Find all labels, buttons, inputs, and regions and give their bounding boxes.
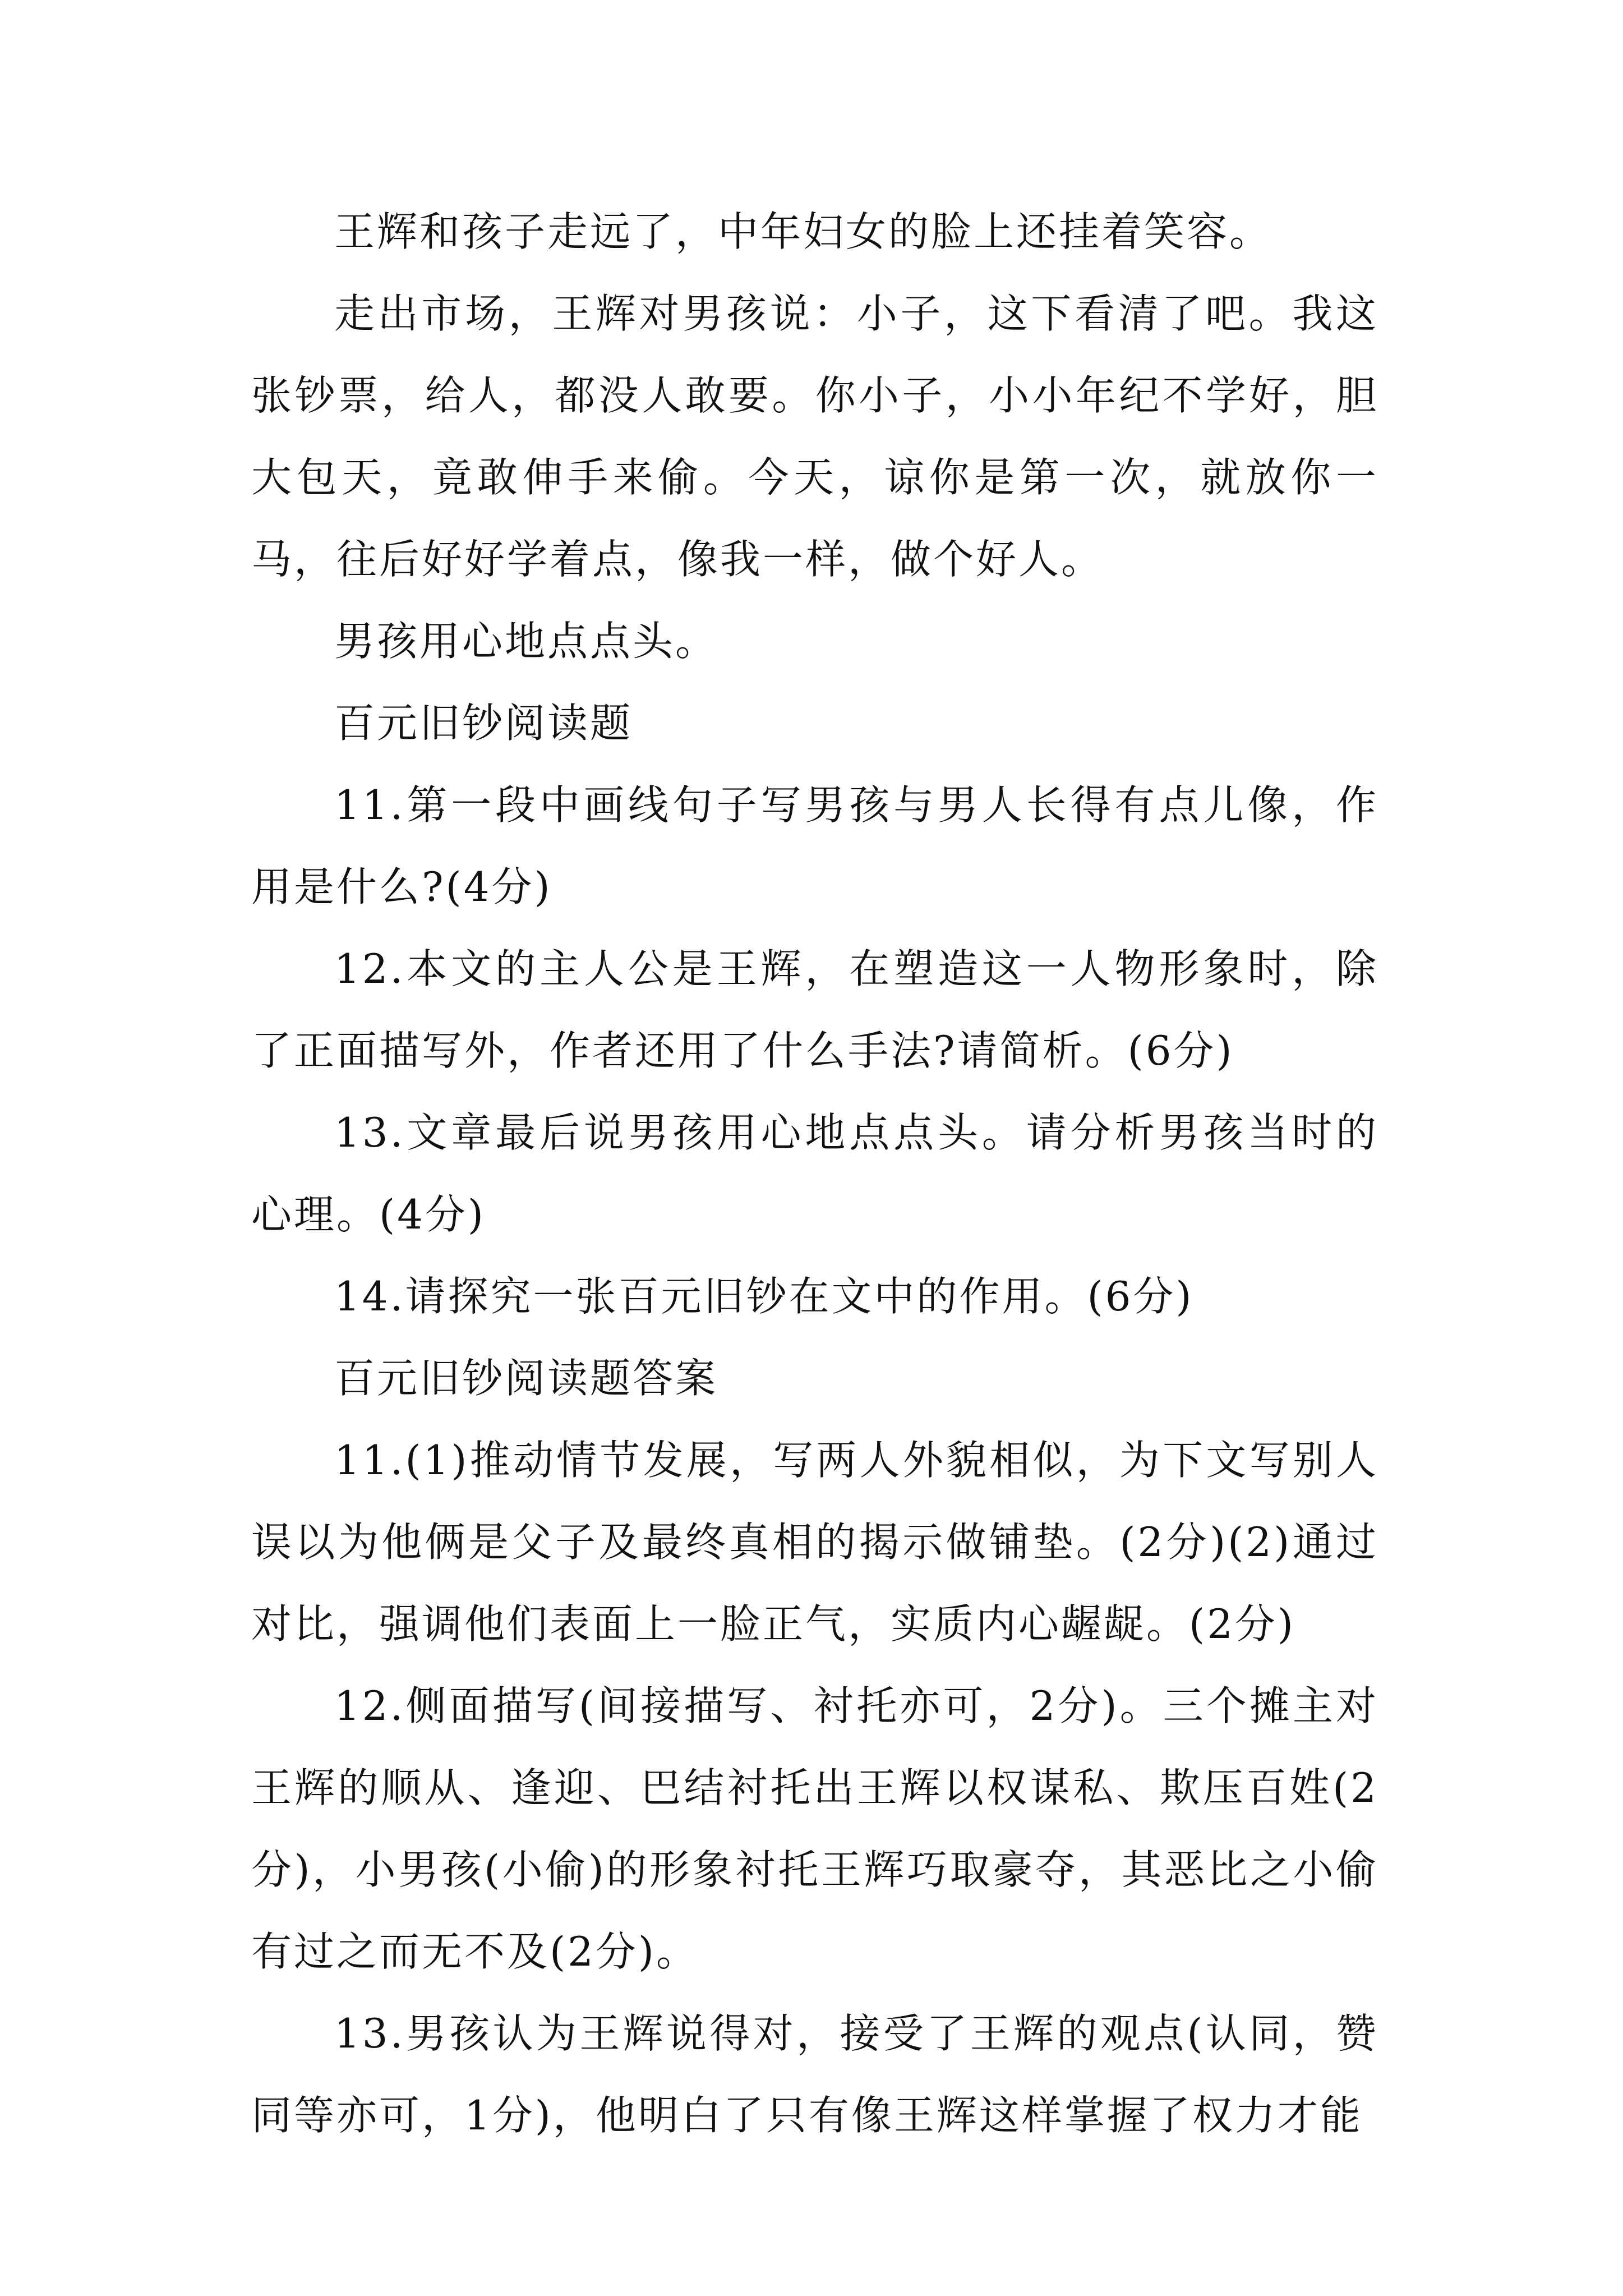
section-heading-answers: 百元旧钞阅读题答案 — [334, 1355, 718, 1402]
answer-11: 11.(1)推动情节发展，写两人外貌相似，为下文写别人误以为他俩是父子及最终真相的揭示做铺垫。(2分)(2)通过对比，强调他们表面上一脸正气，实质内心龌龊。(2分) — [251, 1437, 1378, 1648]
document-page — [251, 191, 1378, 2156]
question-13: 13.文章最后说男孩用心地点点头。请分析男孩当时的心理。(4分) — [251, 1109, 1378, 1238]
paragraph-2: 走出市场，王辉对男孩说：小子，这下看清了吧。我这张钞票，给人，都没人敢要。你小子，小小年纪不学好，胆大包天，竟敢伸手来偷。今天，谅你是第一次，就放你一马，往后好好学着点，像我一样，做个好人。 — [251, 290, 1378, 583]
answer-13: 13.男孩认为王辉说得对，接受了王辉的观点(认同，赞同等亦可，1分)，他明白了只有像王辉这样掌握了权力才能 — [251, 2010, 1378, 2139]
answer-12: 12.侧面描写(间接描写、衬托亦可，2分)。三个摊主对王辉的顺从、逢迎、巴结衬托出王辉以权谋私、欺压百姓(2分)，小男孩(小偷)的形象衬托王辉巧取豪夺，其恶比之小偷有过之而无不及(2分)。 — [251, 1682, 1378, 1975]
question-14: 14.请探究一张百元旧钞在文中的作用。(6分) — [334, 1273, 1194, 1320]
paragraph-1: 王辉和孩子走远了，中年妇女的脸上还挂着笑容。 — [334, 208, 1272, 255]
question-12: 12.本文的主人公是王辉，在塑造这一人物形象时，除了正面描写外，作者还用了什么手法?请简析。(6分) — [251, 945, 1378, 1074]
question-11: 11.第一段中画线句子写男孩与男人长得有点儿像，作用是什么?(4分) — [251, 781, 1378, 910]
paragraph-3: 男孩用心地点点头。 — [334, 618, 718, 665]
section-heading-questions: 百元旧钞阅读题 — [334, 700, 633, 747]
